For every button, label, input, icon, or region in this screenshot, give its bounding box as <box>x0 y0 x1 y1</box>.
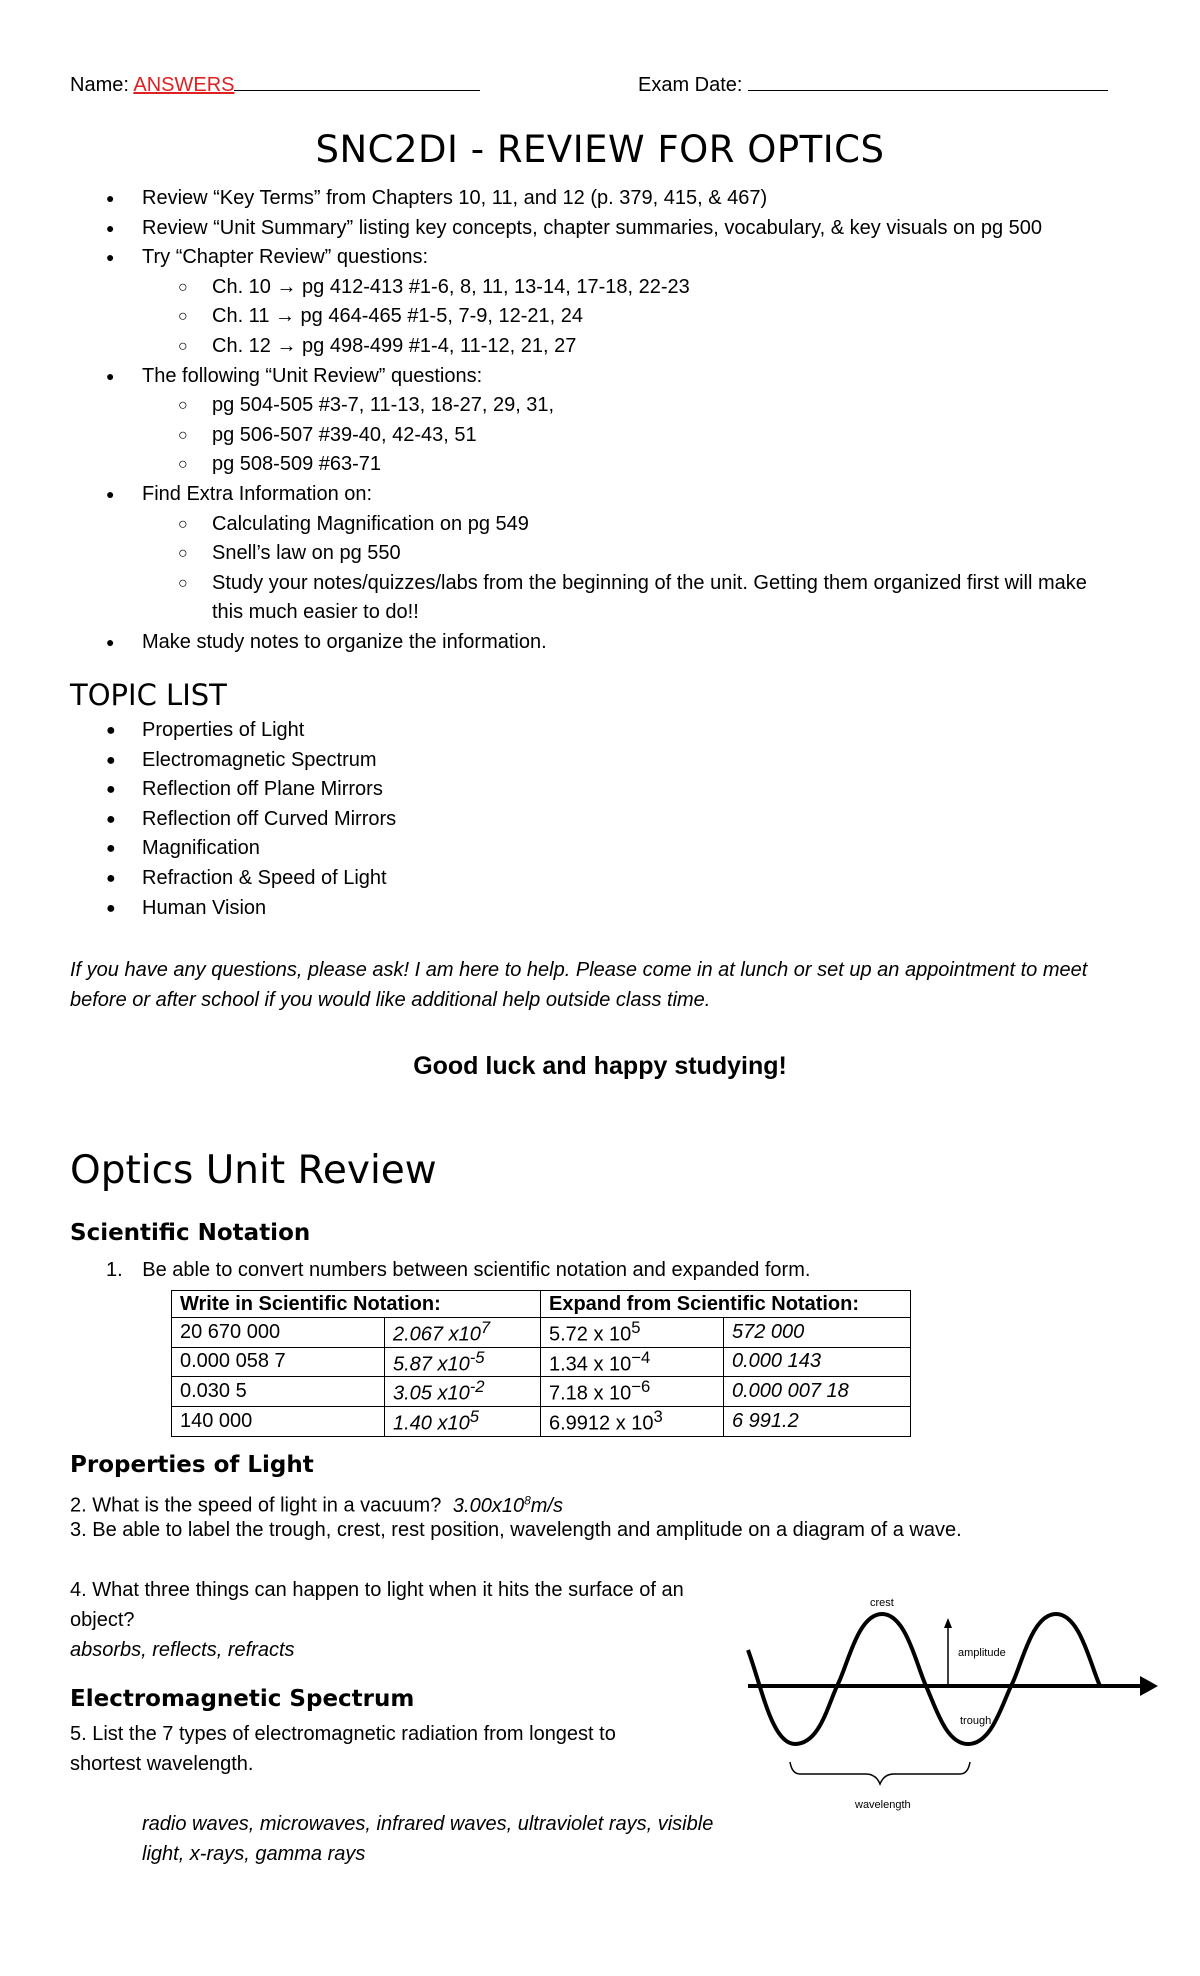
question-1 <box>106 1256 810 1286</box>
topic-list-heading: TOPIC LIST <box>70 678 227 712</box>
exam-date-field <box>638 72 1108 97</box>
wave-diagram-svg <box>740 1592 1160 1832</box>
question-text: Be able to convert numbers between scientific notation and expanded form. <box>142 1259 811 1281</box>
help-text: If you have any questions, please ask! I am here to help. Please come in at lunch or set up an appointment to meet before or after school if you would like additional help outside class time. <box>70 959 1088 1011</box>
table-header: Expand from Scientific Notation: <box>541 1291 911 1318</box>
topic-item: ● Reflection off Plane Mirrors <box>106 778 383 801</box>
unit-review-title: Optics Unit Review <box>70 1148 437 1193</box>
name-blank-line <box>234 72 480 91</box>
properties-of-light-heading: Properties of Light <box>70 1452 314 1478</box>
review-list <box>70 184 1130 658</box>
table-row: 140 000 1.40 $x10^5$ 6.9912 x $10^3$ 6 991.2 <box>172 1406 911 1436</box>
answer-text: $3.00x10^8m/s$ <box>452 1493 563 1517</box>
sci-notation-table <box>171 1290 911 1437</box>
sub-list-item: ○ pg 506-507 #39-40, 42-43, 51 <box>178 423 477 446</box>
name-label: Name: <box>70 74 129 96</box>
sub-list-item: ○ Ch. 11 → pg 464-465 #1-5, 7-9, 12-21, 24 <box>178 305 583 328</box>
list-item: ● The following “Unit Review” questions: <box>106 364 483 387</box>
name-field <box>70 72 480 97</box>
page-title: SNC2DI - REVIEW FOR OPTICS <box>315 128 885 171</box>
em-spectrum-heading: Electromagnetic Spectrum <box>70 1686 415 1712</box>
table-row: 0.030 5 3.05 $x10^{-2}$ 7.18 x $10^{-6}$ 0.000 007 18 <box>172 1377 911 1407</box>
crest-label: crest <box>870 1597 894 1609</box>
wave-diagram <box>740 1592 1160 1832</box>
sci-notation-heading: Scientific Notation <box>70 1220 311 1246</box>
list-item: ● Try “Chapter Review” questions: <box>106 246 429 269</box>
list-item: ● Review “Unit Summary” listing key concepts, chapter summaries, vocabulary, & key visuals on pg 500 <box>106 216 1042 239</box>
topic-list <box>70 716 396 923</box>
topic-item: ● Human Vision <box>106 896 267 919</box>
question-number: 1. <box>106 1259 123 1281</box>
topic-item: ● Properties of Light <box>106 719 305 741</box>
topic-item: ● Refraction & Speed of Light <box>106 866 387 889</box>
question-3: 3. Be able to label the trough, crest, rest position, wavelength and amplitude on a diagram of a wave. <box>70 1519 962 1541</box>
wave-curve <box>748 1614 1100 1744</box>
answer-4: absorbs, reflects, refracts <box>70 1639 295 1661</box>
question-text: 2. What is the speed of light in a vacuum? <box>70 1494 442 1517</box>
table-row: 20 670 000 2.067 $x10^7$ 5.72 x $10^5$ 572 000 <box>172 1318 911 1348</box>
wavelength-label: wavelength <box>855 1799 911 1811</box>
amplitude-label: amplitude <box>958 1647 1006 1659</box>
trough-label: trough <box>960 1715 992 1727</box>
table-row: 0.000 058 7 5.87 $x10^{-5}$ 1.34 x $10^{-4}$ 0.000 143 <box>172 1347 911 1377</box>
sub-list-item: ○ pg 508-509 #63-71 <box>178 453 382 476</box>
list-item: ● Review “Key Terms” from Chapters 10, 11, and 12 (p. 379, 415, & 467) <box>106 187 768 209</box>
table-header: Write in Scientific Notation: <box>172 1291 541 1318</box>
sub-list-item: ○ Ch. 12 → pg 498-499 #1-4, 11-12, 21, 27 <box>178 334 577 357</box>
question-5: 5. List the 7 types of electromagnetic radiation from longest to shortest wavelength. <box>70 1723 616 1775</box>
question-4: 4. What three things can happen to light when it hits the surface of an object? <box>70 1579 684 1631</box>
sub-list-item: ○ Ch. 10 → pg 412-413 #1-6, 8, 11, 13-14, 17-18, 22-23 <box>178 275 690 298</box>
amplitude-arrow-icon <box>944 1618 952 1628</box>
list-item: ● Make study notes to organize the information. <box>106 630 547 653</box>
topic-item: ● Reflection off Curved Mirrors <box>106 807 397 830</box>
sub-list-item: ○ pg 504-505 #3-7, 11-13, 18-27, 29, 31, <box>178 394 555 417</box>
sub-list-item: ○ Calculating Magnification on pg 549 <box>178 512 529 535</box>
exam-date-label: Exam Date: <box>638 74 743 96</box>
list-item: ● Find Extra Information on: <box>106 482 373 505</box>
name-value: ANSWERS <box>133 74 235 96</box>
topic-item: ● Magnification <box>106 837 260 860</box>
sub-list-item: ○ Snell’s law on pg 550 <box>178 542 401 565</box>
good-luck-text: Good luck and happy studying! <box>413 1052 787 1080</box>
arrow-head-icon <box>1140 1676 1158 1696</box>
answer-5: radio waves, microwaves, infrared waves, ultraviolet rays, visible light, x-rays, gamma rays <box>142 1813 714 1865</box>
exam-date-blank-line <box>748 72 1108 91</box>
topic-item: ● Electromagnetic Spectrum <box>106 748 377 771</box>
sub-list-item: ○ Study your notes/quizzes/labs from the beginning of the unit. Getting them organized first will make this much easier to do!! <box>178 571 1087 624</box>
wavelength-bracket <box>790 1762 970 1784</box>
